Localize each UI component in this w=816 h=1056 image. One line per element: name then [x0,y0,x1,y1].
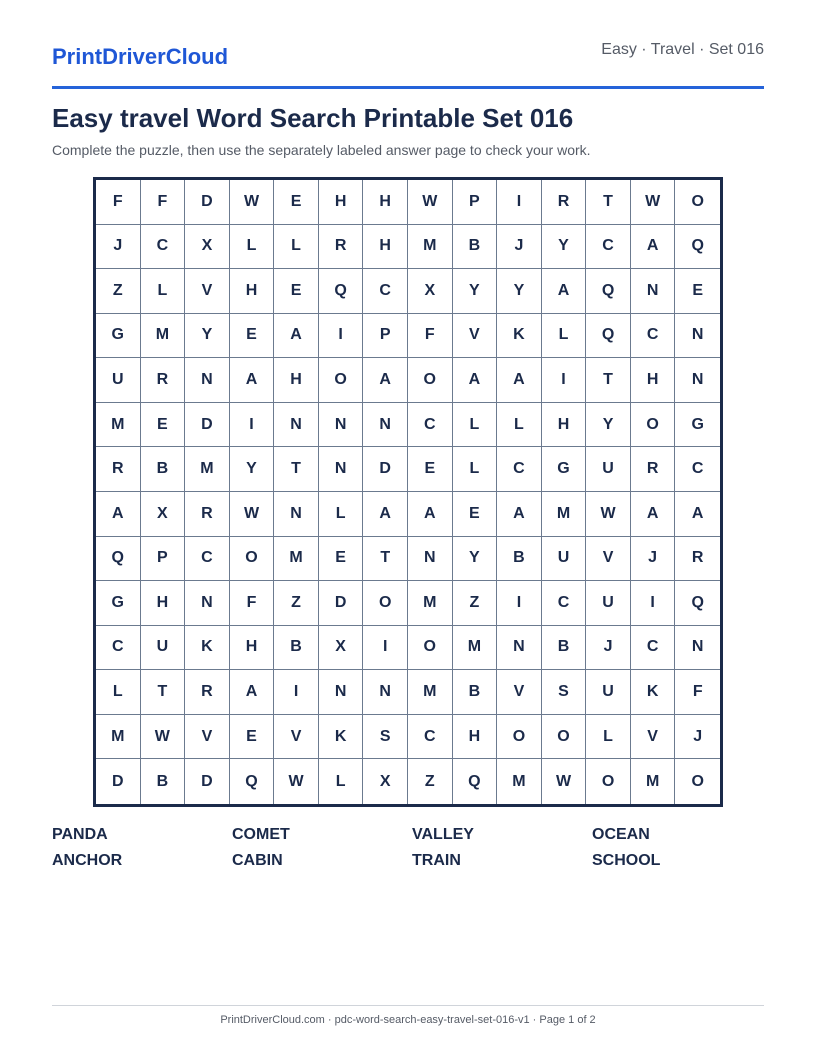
grid-cell: M [542,492,587,537]
grid-cell: E [274,269,319,314]
grid-cell: W [631,180,676,225]
grid-cell: I [542,358,587,403]
grid-cell: K [497,314,542,359]
grid-cell: T [141,670,186,715]
grid-cell: A [230,358,275,403]
grid-cell: O [319,358,364,403]
grid-cell: R [319,225,364,270]
grid-cell: Y [586,403,631,448]
grid-cell: E [230,715,275,760]
grid-cell: U [586,581,631,626]
puzzle-meta: Easy · Travel · Set 016 [601,41,764,58]
grid-cell: C [185,537,230,582]
grid-cell: S [542,670,587,715]
grid-cell: O [408,358,453,403]
grid-cell: J [675,715,720,760]
grid-cell: R [185,670,230,715]
grid-cell: B [497,537,542,582]
grid-cell: F [408,314,453,359]
grid-cell: C [497,447,542,492]
grid-cell: C [363,269,408,314]
grid-cell: O [675,180,720,225]
grid-cell: N [363,670,408,715]
footer-divider [52,1005,764,1006]
grid-cell: M [408,670,453,715]
grid-cell: A [497,358,542,403]
word-list-item: SCHOOL [592,852,661,869]
grid-cell: N [408,537,453,582]
grid-cell: M [497,759,542,804]
grid-cell: M [274,537,319,582]
grid-cell: C [631,314,676,359]
grid-cell: N [319,670,364,715]
grid-cell: U [542,537,587,582]
grid-cell: F [141,180,186,225]
grid-cell: L [274,225,319,270]
grid-cell: R [96,447,141,492]
word-list-item: VALLEY [412,826,474,843]
grid-cell: W [408,180,453,225]
grid-cell: C [141,225,186,270]
grid-cell: Q [319,269,364,314]
brand-logo[interactable]: PrintDriverCloud [52,44,229,69]
grid-cell: C [96,626,141,671]
grid-cell: N [274,403,319,448]
grid-cell: I [274,670,319,715]
grid-cell: U [96,358,141,403]
grid-cell: A [497,492,542,537]
grid-cell: N [185,358,230,403]
grid-cell: E [675,269,720,314]
grid-cell: L [319,759,364,804]
grid-cell: C [586,225,631,270]
page-title: Easy travel Word Search Printable Set 016 [52,103,574,133]
grid-cell: H [230,626,275,671]
grid-cell: Z [453,581,498,626]
grid-cell: O [542,715,587,760]
grid-cell: N [319,403,364,448]
grid-cell: D [96,759,141,804]
grid-cell: R [141,358,186,403]
grid-cell: P [453,180,498,225]
grid-cell: E [230,314,275,359]
grid-cell: A [274,314,319,359]
grid-cell: L [453,403,498,448]
grid-cell: C [408,715,453,760]
grid-cell: H [363,180,408,225]
grid-cell: D [363,447,408,492]
grid-cell: G [96,314,141,359]
grid-cell: C [675,447,720,492]
grid-cell: G [675,403,720,448]
grid-cell: K [185,626,230,671]
grid-cell: J [586,626,631,671]
grid-cell: A [363,358,408,403]
grid-cell: I [497,581,542,626]
grid-cell: Z [274,581,319,626]
grid-cell: T [363,537,408,582]
grid-cell: V [185,715,230,760]
grid-cell: W [230,180,275,225]
grid-cell: O [631,403,676,448]
grid-cell: Q [586,314,631,359]
grid-cell: C [408,403,453,448]
grid-cell: A [230,670,275,715]
grid-cell: Q [230,759,275,804]
grid-cell: L [319,492,364,537]
grid-cell: Q [675,581,720,626]
grid-cell: W [586,492,631,537]
grid-cell: M [96,403,141,448]
grid-cell: H [274,358,319,403]
grid-cell: L [453,447,498,492]
grid-cell: J [497,225,542,270]
grid-cell: Q [586,269,631,314]
grid-cell: B [542,626,587,671]
grid-cell: Z [96,269,141,314]
grid-cell: I [631,581,676,626]
word-list-item: TRAIN [412,852,461,869]
grid-cell: V [274,715,319,760]
grid-cell: M [141,314,186,359]
grid-cell: A [453,358,498,403]
grid-cell: R [542,180,587,225]
grid-cell: N [631,269,676,314]
grid-cell: H [363,225,408,270]
grid-cell: L [542,314,587,359]
grid-cell: B [141,447,186,492]
grid-cell: Z [408,759,453,804]
grid-cell: O [230,537,275,582]
grid-cell: N [675,626,720,671]
grid-cell: I [497,180,542,225]
grid-cell: R [631,447,676,492]
grid-cell: X [185,225,230,270]
grid-cell: B [453,670,498,715]
grid-cell: V [185,269,230,314]
grid-cell: I [363,626,408,671]
grid-cell: C [542,581,587,626]
grid-cell: L [141,269,186,314]
grid-cell: C [631,626,676,671]
grid-cell: Y [185,314,230,359]
grid-cell: O [691,772,704,790]
word-list [52,826,772,870]
grid-cell: A [675,492,720,537]
grid-cell: U [141,626,186,671]
grid-cell: M [408,581,453,626]
grid-cell: H [141,581,186,626]
grid-cell: U [586,670,631,715]
word-list-item: CABIN [232,852,283,869]
grid-cell: T [274,447,319,492]
grid-cell: H [631,358,676,403]
grid-cell: D [185,180,230,225]
grid-cell: V [631,715,676,760]
grid-cell: M [96,715,141,760]
grid-cell: H [453,715,498,760]
grid-cell: O [586,759,631,804]
grid-cell: V [453,314,498,359]
grid-cell: P [363,314,408,359]
grid-cell: Q [96,537,141,582]
grid-cell: U [586,447,631,492]
grid-cell: N [185,581,230,626]
grid-cell: M [408,225,453,270]
grid-cell: O [363,581,408,626]
word-list-item: OCEAN [592,826,650,843]
grid-cell: F [675,670,720,715]
grid-cell: X [363,759,408,804]
grid-cell: T [586,180,631,225]
grid-cell: Y [542,225,587,270]
grid-cell: D [319,581,364,626]
grid-cell: X [319,626,364,671]
grid-cell: A [631,492,676,537]
grid-cell: E [274,180,319,225]
grid-cell: G [542,447,587,492]
grid-cell: L [497,403,542,448]
grid-cell: Q [675,225,720,270]
grid-cell: M [453,626,498,671]
grid-cell: J [96,225,141,270]
page-header [52,38,764,89]
grid-cell: N [675,358,720,403]
grid-cell: B [141,759,186,804]
grid-cell: K [631,670,676,715]
grid-cell: D [185,759,230,804]
grid-cell: N [319,447,364,492]
grid-cell: N [497,626,542,671]
grid-cell: N [363,403,408,448]
grid-cell: P [141,537,186,582]
grid-cell: N [274,492,319,537]
grid-cell: H [319,180,364,225]
grid-cell: D [185,403,230,448]
grid-cell: M [185,447,230,492]
grid-cell: A [363,492,408,537]
grid-cell: L [586,715,631,760]
grid-cell: Y [453,269,498,314]
grid-cell: X [141,492,186,537]
grid-cell: B [453,225,498,270]
grid-cell: M [631,759,676,804]
grid-cell: F [230,581,275,626]
grid-cell: L [96,670,141,715]
grid-cell: Q [453,759,498,804]
word-list-item: COMET [232,826,290,843]
grid-cell: O [408,626,453,671]
grid-cell: I [319,314,364,359]
grid-cell: K [319,715,364,760]
grid-cell: T [586,358,631,403]
grid-cell: B [274,626,319,671]
page-subtitle: Complete the puzzle, then use the separately labeled answer page to check your work. [52,142,591,158]
grid-cell: L [230,225,275,270]
page-footer: PrintDriverCloud.com · pdc-word-search-easy-travel-set-016-v1 · Page 1 of 2 [220,1014,596,1026]
grid-cell: H [542,403,587,448]
word-list-item: ANCHOR [52,852,123,869]
grid-cell: A [631,225,676,270]
grid-cell: O [497,715,542,760]
grid-cell: R [675,537,720,582]
grid-cell: H [230,269,275,314]
grid-cell: X [408,269,453,314]
grid-cell: I [230,403,275,448]
grid-cell: G [96,581,141,626]
grid-cell: J [631,537,676,582]
grid-cell: E [141,403,186,448]
grid-cell: W [542,759,587,804]
grid-cell: E [453,492,498,537]
word-list-item: PANDA [52,826,108,843]
grid-cell: Y [230,447,275,492]
grid-cell: F [96,180,141,225]
grid-cell: A [408,492,453,537]
grid-cell: Y [497,269,542,314]
grid-cell: E [319,537,364,582]
grid-cell: A [96,492,141,537]
grid-cell: V [586,537,631,582]
grid-cell: S [363,715,408,760]
grid-cell: E [408,447,453,492]
grid-cell: Y [453,537,498,582]
grid-cell: V [497,670,542,715]
grid-cell: N [675,314,720,359]
grid-cell: R [185,492,230,537]
grid-cell: W [141,715,186,760]
grid-cell: A [542,269,587,314]
word-search-grid [93,177,723,807]
grid-cell: W [274,759,319,804]
grid-cell: W [230,492,275,537]
